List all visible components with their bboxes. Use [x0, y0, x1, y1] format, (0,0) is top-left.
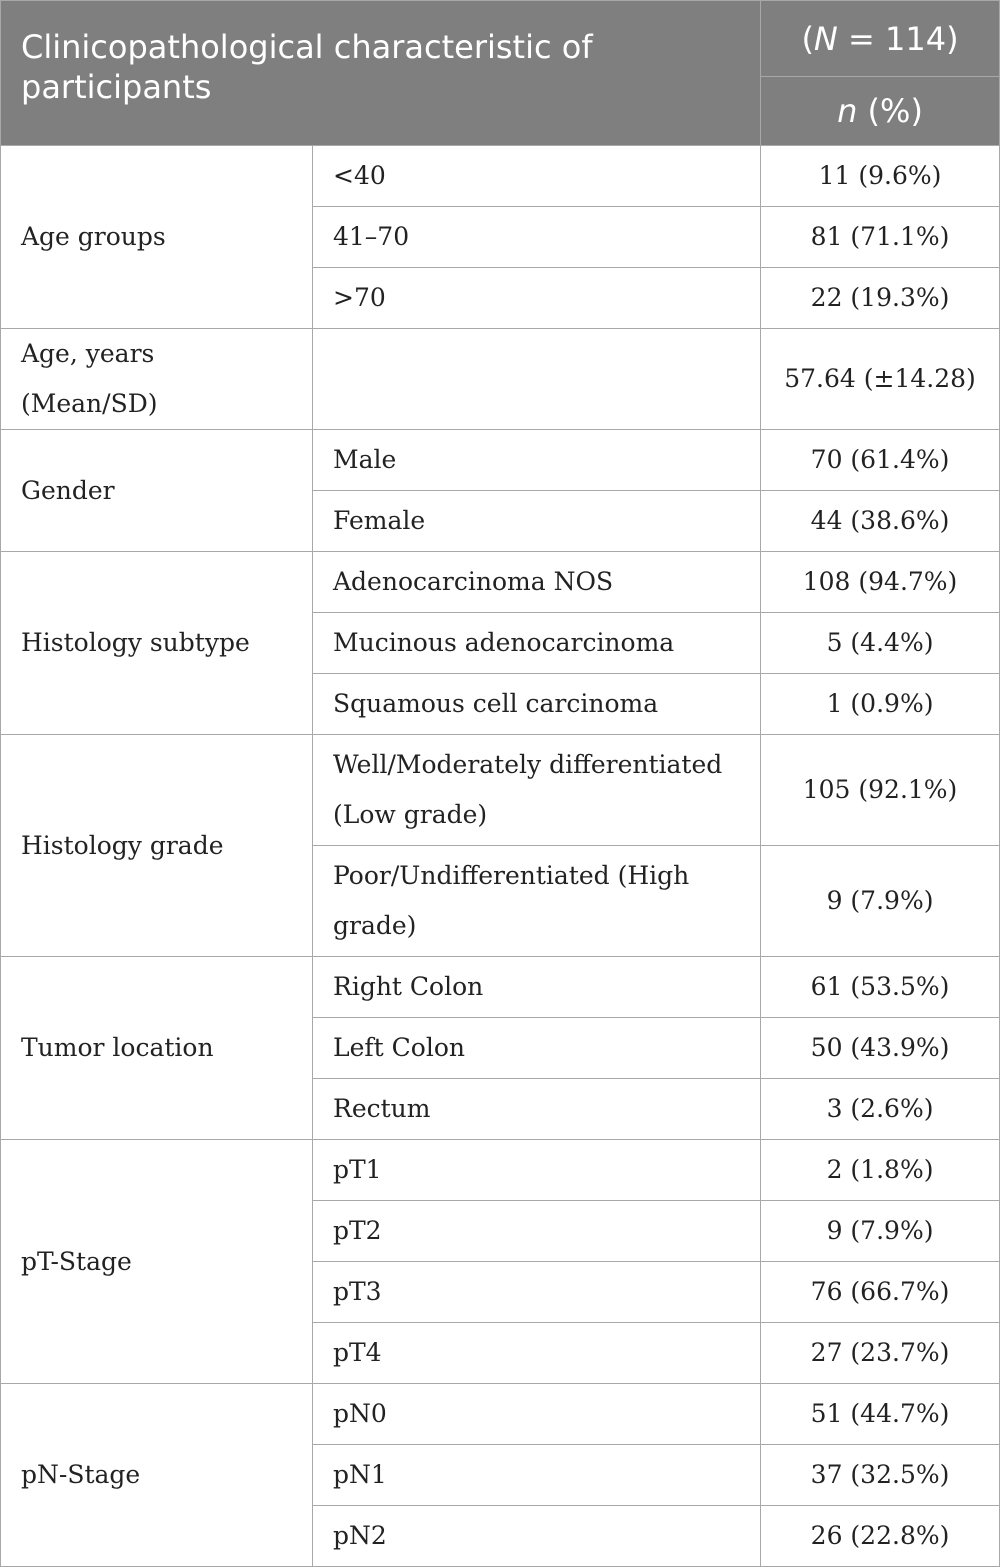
n-percent-header — [761, 77, 1000, 146]
table-row — [1, 735, 1000, 846]
value-cell: 9 (7.9%) — [761, 846, 1000, 957]
subcategory-label: Right Colon — [313, 957, 761, 1018]
value-cell: 9 (7.9%) — [761, 1201, 1000, 1262]
table-row — [1, 552, 1000, 613]
group-label: pT-Stage — [1, 1140, 313, 1384]
subcategory-label: Female — [313, 491, 761, 552]
subcategory-label — [313, 329, 761, 430]
table-row — [1, 1384, 1000, 1445]
value-cell: 11 (9.6%) — [761, 146, 1000, 207]
subcategory-label: Adenocarcinoma NOS — [313, 552, 761, 613]
value-cell: 81 (71.1%) — [761, 207, 1000, 268]
n-percent-label: n (%) — [837, 92, 923, 130]
group-label: pN-Stage — [1, 1384, 313, 1567]
table-row — [1, 430, 1000, 491]
subcategory-label: Male — [313, 430, 761, 491]
table-body — [1, 146, 1000, 1567]
subcategory-label: pT4 — [313, 1323, 761, 1384]
value-cell: 44 (38.6%) — [761, 491, 1000, 552]
table-header — [1, 1, 1000, 146]
value-cell: 37 (32.5%) — [761, 1445, 1000, 1506]
value-cell: 51 (44.7%) — [761, 1384, 1000, 1445]
value-cell: 57.64 (±14.28) — [761, 329, 1000, 430]
table-title: Clinicopathological characteristic of participants — [1, 1, 761, 146]
subcategory-label: Rectum — [313, 1079, 761, 1140]
subcategory-label: Left Colon — [313, 1018, 761, 1079]
subcategory-label: Squamous cell carcinoma — [313, 674, 761, 735]
value-cell: 26 (22.8%) — [761, 1506, 1000, 1567]
subcategory-label: 41–70 — [313, 207, 761, 268]
value-cell: 76 (66.7%) — [761, 1262, 1000, 1323]
value-cell: 108 (94.7%) — [761, 552, 1000, 613]
value-cell: 50 (43.9%) — [761, 1018, 1000, 1079]
value-cell: 2 (1.8%) — [761, 1140, 1000, 1201]
group-label: Age, years (Mean/SD) — [1, 329, 313, 430]
n-total-label: (N = 114) — [801, 19, 959, 58]
group-label: Histology subtype — [1, 552, 313, 735]
subcategory-label: Well/Moderately differentiated (Low grade) — [313, 735, 761, 846]
subcategory-label: pN1 — [313, 1445, 761, 1506]
subcategory-label: pT2 — [313, 1201, 761, 1262]
group-label: Tumor location — [1, 957, 313, 1140]
value-cell: 5 (4.4%) — [761, 613, 1000, 674]
subcategory-label: >70 — [313, 268, 761, 329]
value-cell: 105 (92.1%) — [761, 735, 1000, 846]
n-total-header — [761, 1, 1000, 77]
subcategory-label: <40 — [313, 146, 761, 207]
value-cell: 70 (61.4%) — [761, 430, 1000, 491]
table-row — [1, 957, 1000, 1018]
table-row — [1, 1140, 1000, 1201]
table-row — [1, 329, 1000, 430]
value-cell: 3 (2.6%) — [761, 1079, 1000, 1140]
value-cell: 1 (0.9%) — [761, 674, 1000, 735]
value-cell: 27 (23.7%) — [761, 1323, 1000, 1384]
group-label: Age groups — [1, 146, 313, 329]
subcategory-label: pT3 — [313, 1262, 761, 1323]
value-cell: 22 (19.3%) — [761, 268, 1000, 329]
subcategory-label: Poor/Undifferentiated (High grade) — [313, 846, 761, 957]
subcategory-label: pN2 — [313, 1506, 761, 1567]
subcategory-label: pT1 — [313, 1140, 761, 1201]
value-cell: 61 (53.5%) — [761, 957, 1000, 1018]
group-label: Histology grade — [1, 735, 313, 957]
subcategory-label: Mucinous adenocarcinoma — [313, 613, 761, 674]
group-label: Gender — [1, 430, 313, 552]
subcategory-label: pN0 — [313, 1384, 761, 1445]
table-row — [1, 146, 1000, 207]
